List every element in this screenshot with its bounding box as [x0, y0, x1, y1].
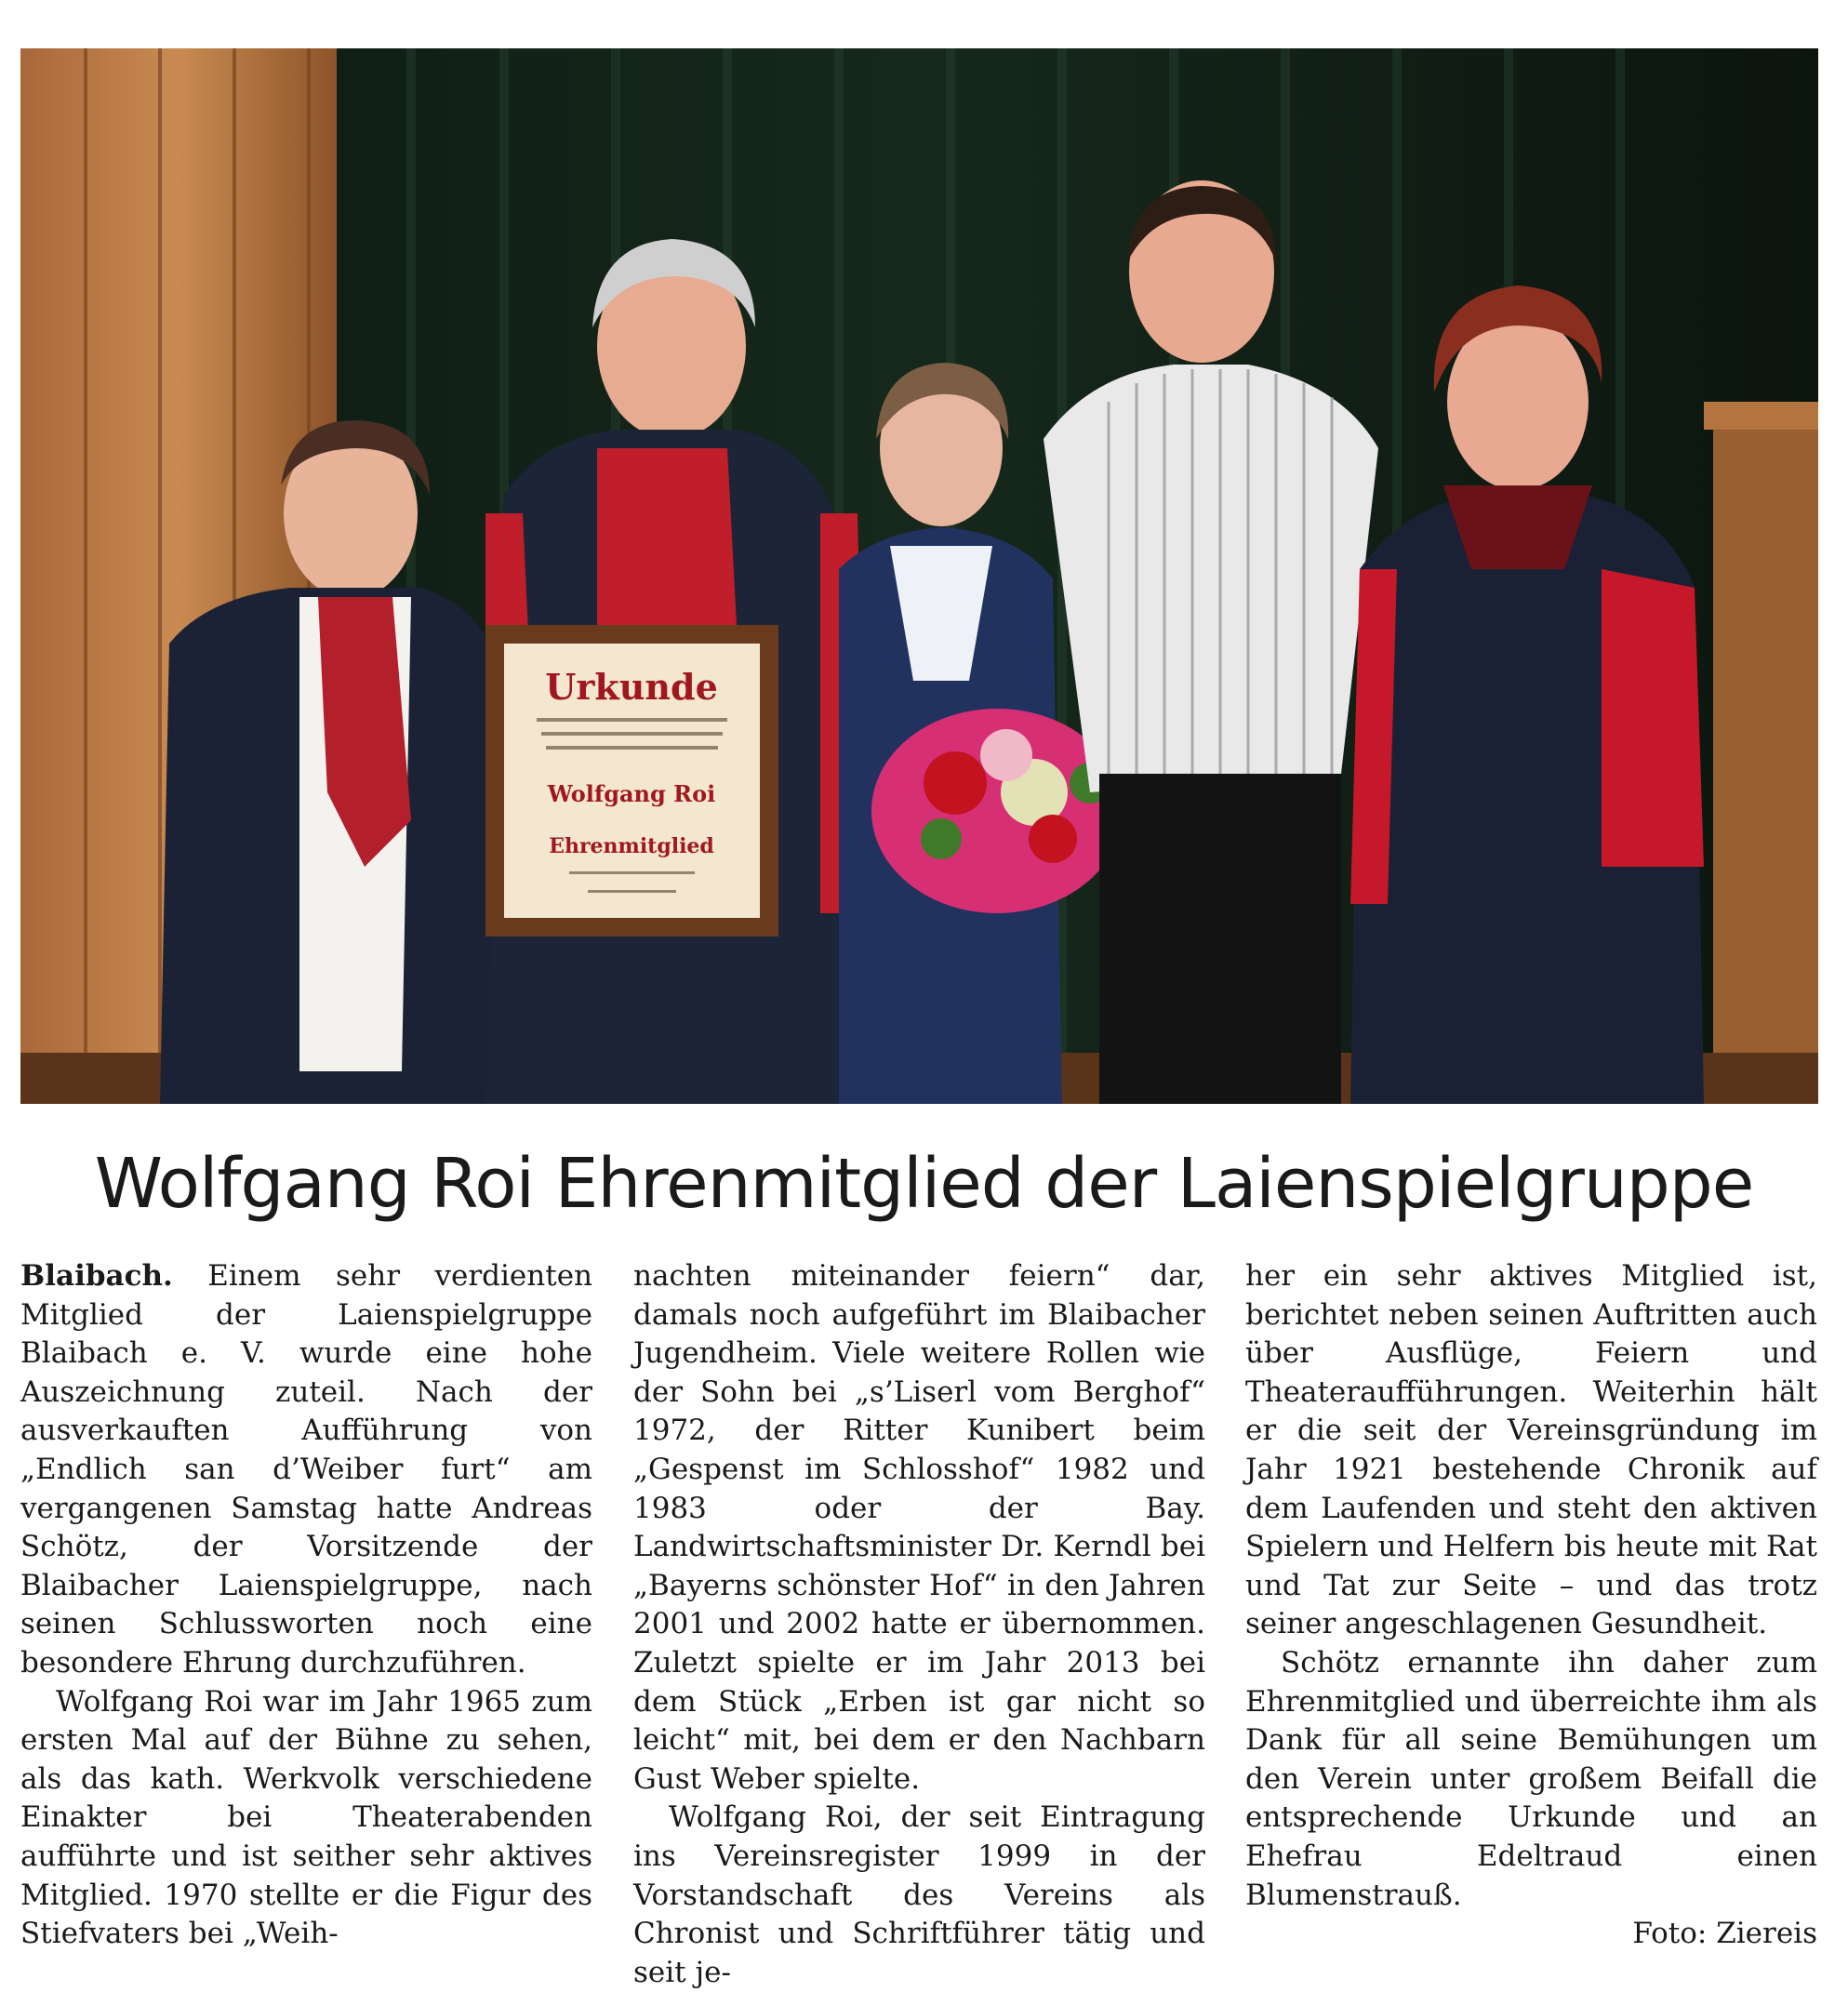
paragraph-text: Einem sehr verdienten Mitglied der Laienspielgruppe Blaibach e. V. wurde eine hohe Auszeichnung zuteil. Nach der ausverkauften Aufführung von „Endlich san d’Weiber furt“ am vergangenen Samstag hatte Andreas Schötz, der Vorsitzende der Blaibacher Laienspielgruppe, nach seinen Schlussworten noch eine besondere Ehrung durchzuführen.: [20, 1259, 593, 1680]
column-2: [633, 1257, 1205, 1992]
column-3: [1245, 1257, 1817, 1954]
article-body: [20, 1257, 1818, 1989]
paragraph: [20, 1257, 592, 1683]
article-photo: [20, 48, 1818, 1104]
column-1: [20, 1257, 592, 1954]
paragraph: Schötz ernannte ihn daher zum Ehrenmitglied und überreichte ihm als Dank für all seine Bemühungen um den Verein unter großem Beifall die entsprechende Urkunde und an Ehefrau Edeltraud einen Blumenstrauß.: [1245, 1645, 1817, 1912]
dateline: Blaibach.: [20, 1259, 173, 1293]
certificate-title: Urkunde: [545, 666, 718, 708]
certificate-frame: [485, 625, 778, 936]
article-headline: Wolfgang Roi Ehrenmitglied der Laienspielgruppe: [94, 1144, 1754, 1224]
paragraph: Wolfgang Roi, der seit Eintragung ins Vereinsregister 1999 in der Vorstandschaft des Vereins als Chronist und Schriftführer tätig und seit je-: [633, 1800, 1205, 1989]
paragraph: Wolfgang Roi war im Jahr 1965 zum ersten Mal auf der Bühne zu sehen, als das kath. Werkvolk verschiedene Einakter bei Theaterabenden aufführte und ist seither sehr aktives Mitglied. 1970 stellte er die Figur des Stiefvaters bei „Weih-: [20, 1684, 592, 1951]
photo-credit: Foto: Ziereis: [1632, 1917, 1817, 1951]
paragraph: her ein sehr aktives Mitglied ist, berichtet neben seinen Auftritten auch über Ausflüge, Feiern und Theateraufführungen. Weiterhin hält er die seit der Vereinsgründung im Jahr 1921 bestehende Chronik auf dem Laufenden und steht den aktiven Spielern und Helfern bis heute mit Rat und Tat zur Seite – und das trotz seiner angeschlagenen Gesundheit.: [1245, 1259, 1817, 1641]
paragraph: nachten miteinander feiern“ dar, damals noch aufgeführt im Blaibacher Jugendheim. Viele weitere Rollen wie der Sohn bei „s’Liserl vom Berghof“ 1972, der Ritter Kunibert beim „Gespenst im Schlosshof“ 1982 und 1983 oder der Bay. Landwirtschaftsminister Dr. Kerndl bei „Bayerns schönster Hof“ in den Jahren 2001 und 2002 hatte er übernommen. Zuletzt spielte er im Jahr 2013 bei dem Stück „Erben ist gar nicht so leicht“ mit, bei dem er den Nachbarn Gust Weber spielte.: [633, 1259, 1205, 1796]
certificate-name: Wolfgang Roi: [547, 780, 716, 807]
certificate-honor: Ehrenmitglied: [549, 834, 714, 858]
